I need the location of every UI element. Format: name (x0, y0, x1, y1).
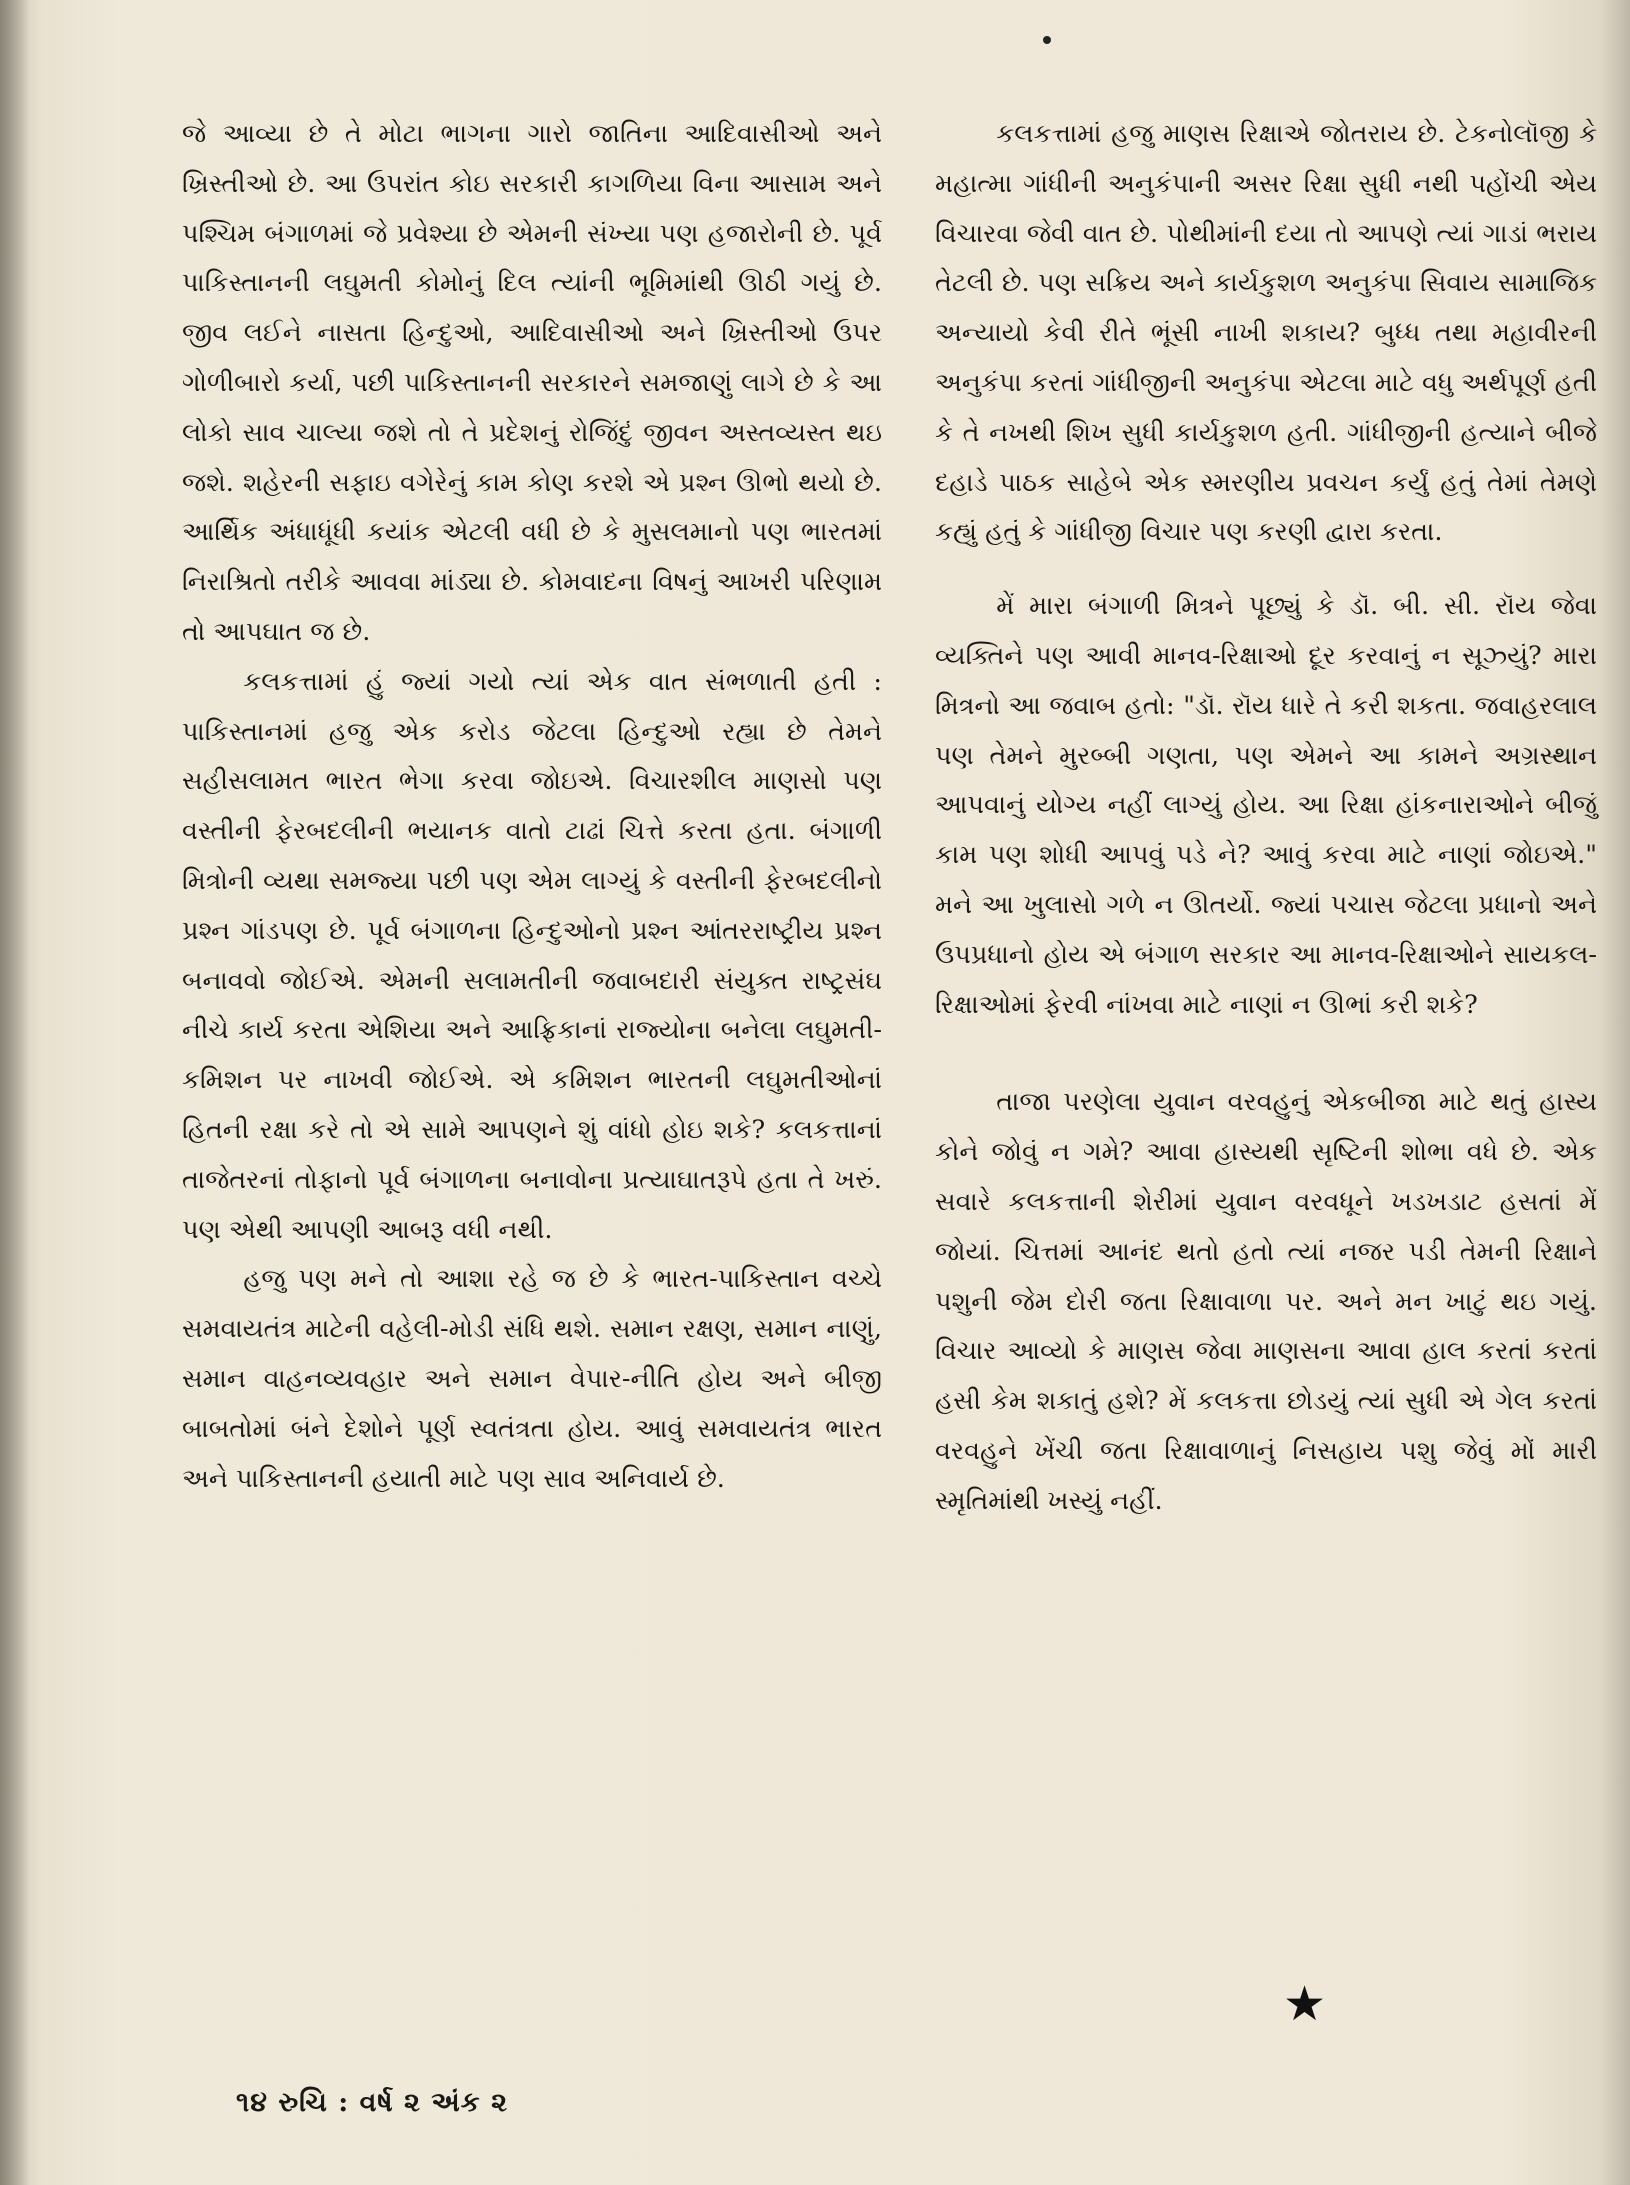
right-paragraph-1: કલકત્તામાં હજુ માણસ રિક્ષાએ જોતરાય છે. ટેકનોલૉજી કે મહાત્મા ગાંધીની અનુકંપાની અસર રિક્ષા સુધી નથી પહોંચી એય વિચારવા જેવી વાત છે. પોથીમાંની દયા તો આપણે ત્યાં ગાડાં ભરાય તેટલી છે. પણ સક્રિય અને કાર્યકુશળ અનુકંપા સિવાય સામાજિક અન્યાયો કેવી રીતે ભૂંસી નાખી શકાય? બુધ્ધ તથા મહાવીરની અનુકંપા કરતાં ગાંધીજીની અનુકંપા એટલા માટે વધુ અર્થપૂર્ણ હતી કે તે નખથી શિખ સુધી કાર્યકુશળ હતી. ગાંધીજીની હત્યાને બીજે દહાડે પાઠક સાહેબે એક સ્મરણીય પ્રવચન કર્યું હતું તેમાં તેમણે કહ્યું હતું કે ગાંધીજી વિચાર પણ કરણી દ્વારા કરતા. (935, 119, 1597, 548)
binding-shadow (0, 0, 30, 2185)
page-footer: ૧૪ રુચિ : વર્ષ ૨ અંક ૨ (236, 2087, 508, 2118)
right-paragraph-2: મેં મારા બંગાળી મિત્રને પૂછ્યું કે ડૉ. બી. સી. રૉય જેવા વ્યક્તિને પણ આવી માનવ-રિક્ષાઓ દૂર કરવાનું ન સૂઝ્યું? મારા મિત્રનો આ જવાબ હતો: "ડૉ. રૉય ધારે તે કરી શકતા. જવાહરલાલ પણ તેમને મુરબ્બી ગણતા, પણ એમને આ કામને અગ્રસ્થાન આપવાનું યોગ્ય નહીં લાગ્યું હોય. આ રિક્ષા હાંકનારાઓને બીજું કામ પણ શોધી આપવું પડે ને? આવું કરવા માટે નાણાં જોઇએ." મને આ ખુલાસો ગળે ન ઊતર્યો. જ્યાં પચાસ જેટલા પ્રધાનો અને ઉપપ્રધાનો હોય એ બંગાળ સરકાર આ માનવ-રિક્ષાઓને સાયકલ-રિક્ષાઓમાં ફેરવી નાંખવા માટે નાણાં ન ઊભાં કરી શકે? (935, 591, 1597, 1020)
right-paragraph-3: તાજા પરણેલા યુવાન વરવહુનું એકબીજા માટે થતું હાસ્ય કોને જોવું ન ગમે? આવા હાસ્યથી સૃષ્ટિની શોભા વધે છે. એક સવારે કલકત્તાની શેરીમાં યુવાન વરવધૂને ખડખડાટ હસતાં મેં જોયાં. ચિત્તમાં આનંદ થતો હતો ત્યાં નજર પડી તેમની રિક્ષાને પશુની જેમ દોરી જતા રિક્ષાવાળા પર. અને મન ખાટું થઇ ગયું. વિચાર આવ્યો કે માણસ જેવા માણસના આવા હાલ કરતાં કરતાં હસી કેમ શકાતું હશે? મેં કલકત્તા છોડયું ત્યાં સુધી એ ગેલ કરતાં વરવહુને ખેંચી જતા રિક્ષાવાળાનું નિસહાય પશુ જેવું મોં મારી સ્મૃતિમાંથી ખસ્યું નહીં. (935, 1087, 1597, 1516)
left-paragraph-1: જે આવ્યા છે તે મોટા ભાગના ગારો જાતિના આદિવાસીઓ અને ખ્રિસ્તીઓ છે. આ ઉપરાંત કોઇ સરકારી કાગળિયા વિના આસામ અને પશ્ચિમ બંગાળમાં જે પ્રવેશ્યા છે એમની સંખ્યા પણ હજારોની છે. પૂર્વ પાકિસ્તાનની લઘુમતી કોમોનું દિલ ત્યાંની ભૂમિમાંથી ઊઠી ગયું છે. જીવ લઈને નાસતા હિન્દુઓ, આદિવાસીઓ અને ખ્રિસ્તીઓ ઉપર ગોળીબારો કર્યા, પછી પાકિસ્તાનની સરકારને સમજાણું લાગે છે કે આ લોકો સાવ ચાલ્યા જશે તો તે પ્રદેશનું રોજિંદું જીવન અસ્તવ્યસ્ત થઇ જશે. શહેરની સફાઇ વગેરેનું કામ કોણ કરશે એ પ્રશ્ન ઊભો થયો છે. આર્થિક અંધાધૂંધી કયાંક એટલી વધી છે કે મુસલમાનો પણ ભારતમાં નિરાશ્રિતો તરીકે આવવા માંડ્યા છે. કોમવાદના વિષનું આખરી પરિણામ તો આપઘાત જ છે. (182, 119, 882, 647)
right-column (935, 110, 1597, 1527)
left-paragraph-2: કલકત્તામાં હું જ્યાં ગયો ત્યાં એક વાત સંભળાતી હતી : પાકિસ્તાનમાં હજુ એક કરોડ જેટલા હિન્દુઓ રહ્યા છે તેમને સહીસલામત ભારત ભેગા કરવા જોઇએ. વિચારશીલ માણસો પણ વસ્તીની ફેરબદલીની ભયાનક વાતો ટાઢાં ચિત્તે કરતા હતા. બંગાળી મિત્રોની વ્યથા સમજ્યા પછી પણ એમ લાગ્યું કે વસ્તીની ફેરબદલીનો પ્રશ્ન ગાંડપણ છે. પૂર્વ બંગાળના હિન્દુઓનો પ્રશ્ન આંતરરાષ્ટ્રીય પ્રશ્ન બનાવવો જોઈએ. એમની સલામતીની જવાબદારી સંયુક્ત રાષ્ટ્રસંઘ નીચે કાર્ય કરતા એશિયા અને આફ્રિકાનાં રાજ્યોના બનેલા લઘુમતી-કમિશન પર નાખવી જોઈએ. એ કમિશન ભારતની લઘુમતીઓનાં હિતની રક્ષા કરે તો એ સામે આપણને શું વાંધો હોઇ શકે? કલકત્તાનાં તાજેતરનાં તોફાનો પૂર્વ બંગાળના બનાવોના પ્રત્યાઘાતરૂપે હતા તે ખરું. પણ એથી આપણી આબરૂ વધી નથી. (182, 666, 882, 1245)
end-star-icon: ★ (1283, 1976, 1327, 2032)
left-column (182, 110, 882, 1504)
left-paragraph-3: હજુ પણ મને તો આશા રહે જ છે કે ભારત-પાકિસ્તાન વચ્ચે સમવાયતંત્ર માટેની વહેલી-મોડી સંધિ થશે. સમાન રક્ષણ, સમાન નાણું, સમાન વાહનવ્યવહાર અને સમાન વેપાર-નીતિ હોય અને બીજી બાબતોમાં બંને દેશોને પૂર્ણ સ્વતંત્રતા હોય. આવું સમવાયતંત્ર ભારત અને પાકિસ્તાનની હયાતી માટે પણ સાવ અનિવાર્ય છે. (182, 1264, 882, 1494)
ink-dot (1043, 36, 1051, 44)
